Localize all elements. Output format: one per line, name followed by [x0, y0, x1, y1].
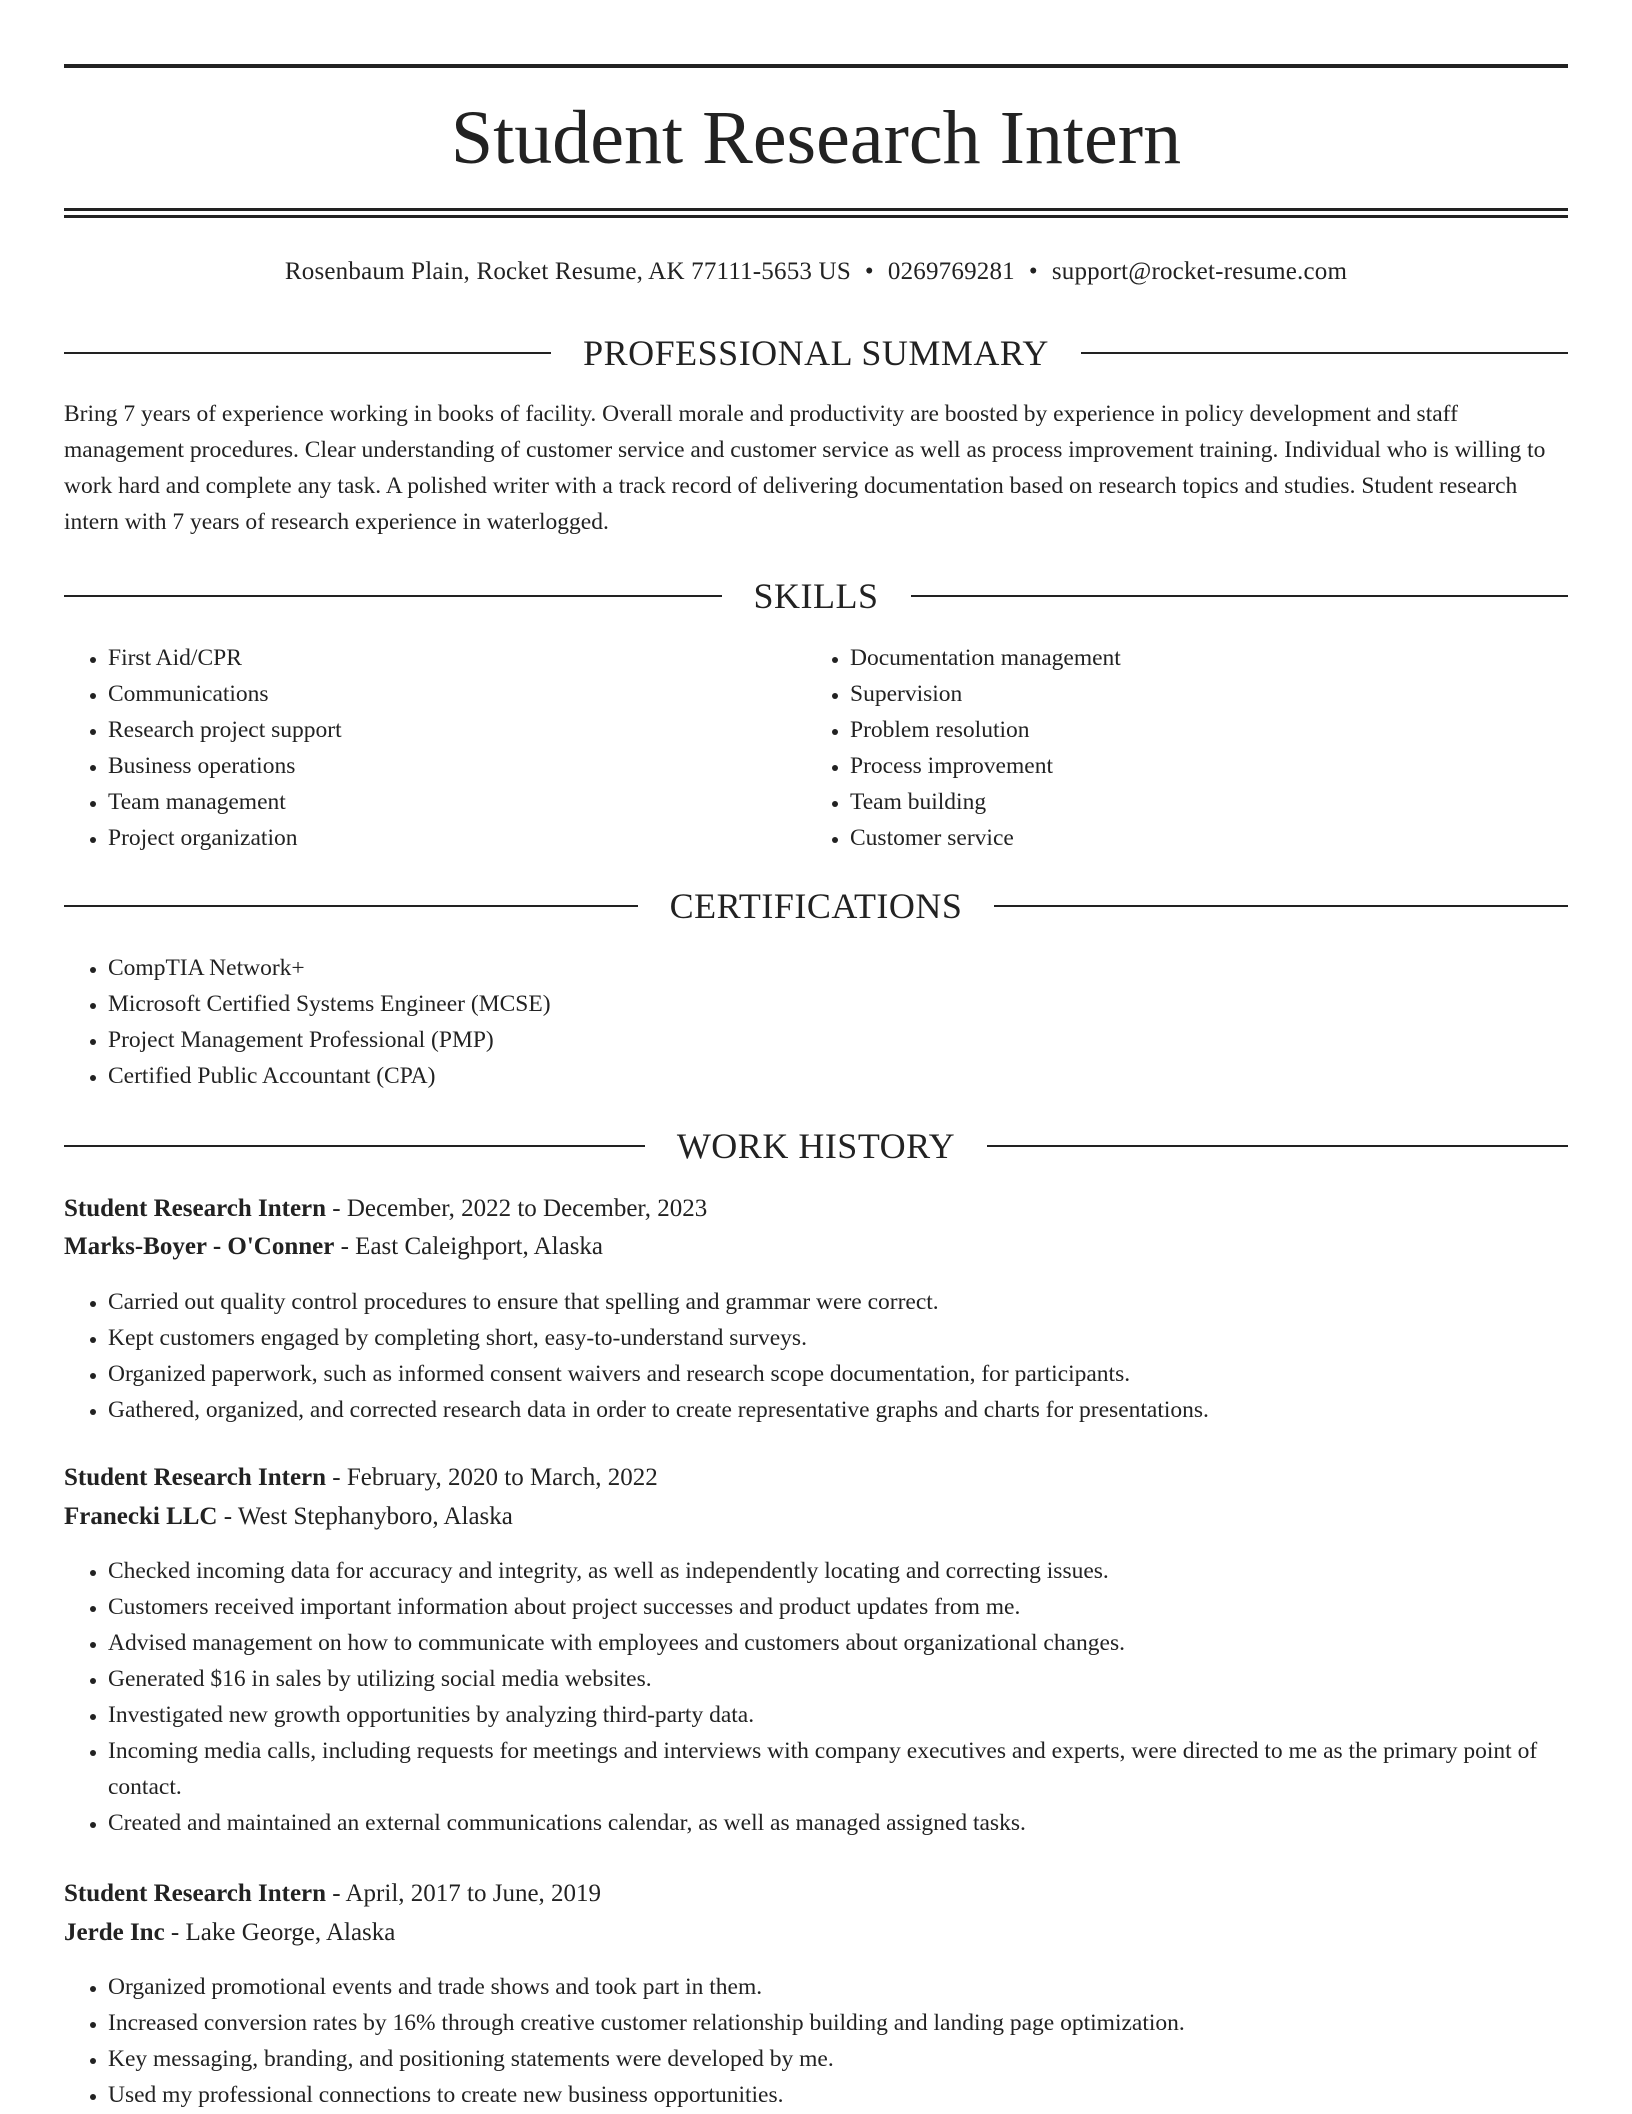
- certification-item: • Microsoft Certified Systems Engineer (MCSE): [108, 986, 1568, 1022]
- skill-item: • Research project support: [108, 712, 808, 748]
- heading-rule: [64, 595, 722, 597]
- contact-email: support@rocket-resume.com: [1051, 258, 1348, 285]
- heading-rule: [987, 1145, 1568, 1147]
- job-location: - West Stephanyboro, Alaska: [217, 1503, 513, 1530]
- job-bullet: • Increased conversion rates by 16% through creative customer relationship building and landing page optimization.: [108, 2005, 1568, 2041]
- skill-item: • Customer service: [850, 820, 1550, 856]
- job-bullet: • Generated $16 in sales by utilizing social media websites.: [108, 1661, 1568, 1697]
- job-bullet: • Checked incoming data for accuracy and integrity, as well as independently locating and correcting issues.: [108, 1553, 1568, 1589]
- job-title-line: [64, 1190, 1568, 1228]
- top-rule: [64, 64, 1568, 68]
- skills-list-left: [64, 640, 808, 856]
- job-bullet: • Created and maintained an external communications calendar, as well as managed assigned tasks.: [108, 1805, 1568, 1841]
- job-title: Student Research Intern: [64, 1464, 327, 1491]
- job-bullet: • Kept customers engaged by completing short, easy-to-understand surveys.: [108, 1320, 1568, 1356]
- job-company: Jerde Inc: [64, 1919, 165, 1946]
- job-bullet: • Used my professional connections to create new business opportunities.: [108, 2077, 1568, 2113]
- job-dates: - December, 2022 to December, 2023: [326, 1195, 708, 1222]
- contact-phone: 0269769281: [887, 258, 1015, 285]
- heading-rule: [911, 595, 1569, 597]
- job-bullet: • Advised management on how to communicate with employees and customers about organizational changes.: [108, 1625, 1568, 1661]
- contact-separator: •: [1028, 258, 1038, 285]
- job-dates: - February, 2020 to March, 2022: [326, 1464, 658, 1491]
- certifications-list: [64, 950, 1568, 1094]
- skill-item: • Business operations: [108, 748, 808, 784]
- skill-item: • Process improvement: [850, 748, 1550, 784]
- job-bullet: • Carried out quality control procedures to ensure that spelling and grammar were correct.: [108, 1284, 1568, 1320]
- section-heading-certifications: [64, 881, 1568, 931]
- job-bullets: [64, 1553, 1568, 1841]
- section-heading-label: CERTIFICATIONS: [669, 886, 963, 926]
- job-title-line: [64, 1875, 1568, 1913]
- heading-rule: [1081, 352, 1568, 354]
- section-heading-work-history: [64, 1121, 1568, 1171]
- job-bullets: [64, 1284, 1568, 1428]
- job-location: - East Caleighport, Alaska: [334, 1233, 604, 1260]
- certification-item: • CompTIA Network+: [108, 950, 1568, 986]
- heading-rule: [994, 905, 1568, 907]
- skill-item: • Documentation management: [850, 640, 1550, 676]
- job-bullet: • Organized paperwork, such as informed consent waivers and research scope documentation, for participants.: [108, 1356, 1568, 1392]
- job-dates: - April, 2017 to June, 2019: [326, 1880, 602, 1907]
- job-company-line: [64, 1914, 1568, 1952]
- job-company-line: [64, 1498, 1568, 1536]
- skill-item: • Supervision: [850, 676, 1550, 712]
- job-bullet: • Investigated new growth opportunities by analyzing third-party data.: [108, 1697, 1568, 1733]
- job-company: Franecki LLC: [64, 1503, 218, 1530]
- skill-item: • Problem resolution: [850, 712, 1550, 748]
- job-title: Student Research Intern: [64, 1880, 327, 1907]
- section-heading-label: WORK HISTORY: [676, 1126, 956, 1166]
- skill-item: • Team building: [850, 784, 1550, 820]
- job-company-line: [64, 1228, 1568, 1266]
- certification-item: • Project Management Professional (PMP): [108, 1022, 1568, 1058]
- skill-item: • Team management: [108, 784, 808, 820]
- heading-rule: [64, 905, 638, 907]
- section-heading-skills: [64, 571, 1568, 621]
- skills-list-right: [806, 640, 1550, 856]
- summary-text: Bring 7 years of experience working in books of facility. Overall morale and productivity are boosted by experience in policy development and staff management procedures. Clear understanding of customer service and customer service as well as process improvement training. Individual who is willing to work hard and complete any task. A polished writer with a track record of delivering documentation based on research topics and studies. Student research intern with 7 years of research experience in waterlogged.: [64, 401, 1546, 535]
- job-company: Marks-Boyer - O'Conner: [64, 1233, 335, 1260]
- heading-rule: [64, 1145, 645, 1147]
- job-bullet: • Organized promotional events and trade shows and took part in them.: [108, 1969, 1568, 2005]
- section-heading-label: PROFESSIONAL SUMMARY: [583, 333, 1049, 373]
- job-bullet: • Key messaging, branding, and positioning statements were developed by me.: [108, 2041, 1568, 2077]
- resume-title: Student Research Intern: [450, 96, 1182, 180]
- job-title: Student Research Intern: [64, 1195, 327, 1222]
- job-bullet: • Incoming media calls, including requests for meetings and interviews with company executives and experts, were directed to me as the primary point of contact.: [108, 1733, 1568, 1805]
- contact-info: [64, 252, 1568, 292]
- skill-item: • First Aid/CPR: [108, 640, 808, 676]
- heading-rule: [64, 352, 551, 354]
- certification-item: • Certified Public Accountant (CPA): [108, 1058, 1568, 1094]
- skill-item: • Project organization: [108, 820, 808, 856]
- contact-separator: •: [864, 258, 874, 285]
- contact-address: Rosenbaum Plain, Rocket Resume, AK 77111-5653 US: [284, 258, 851, 285]
- job-bullets: [64, 1969, 1568, 2113]
- job-bullet: • Customers received important information about project successes and product updates from me.: [108, 1589, 1568, 1625]
- section-heading-summary: [64, 328, 1568, 378]
- job-location: - Lake George, Alaska: [164, 1919, 396, 1946]
- title-double-rule: [64, 208, 1568, 218]
- skill-item: • Communications: [108, 676, 808, 712]
- job-title-line: [64, 1459, 1568, 1497]
- section-heading-label: SKILLS: [753, 576, 879, 616]
- job-bullet: • Gathered, organized, and corrected research data in order to create representative graphs and charts for presentations.: [108, 1392, 1568, 1428]
